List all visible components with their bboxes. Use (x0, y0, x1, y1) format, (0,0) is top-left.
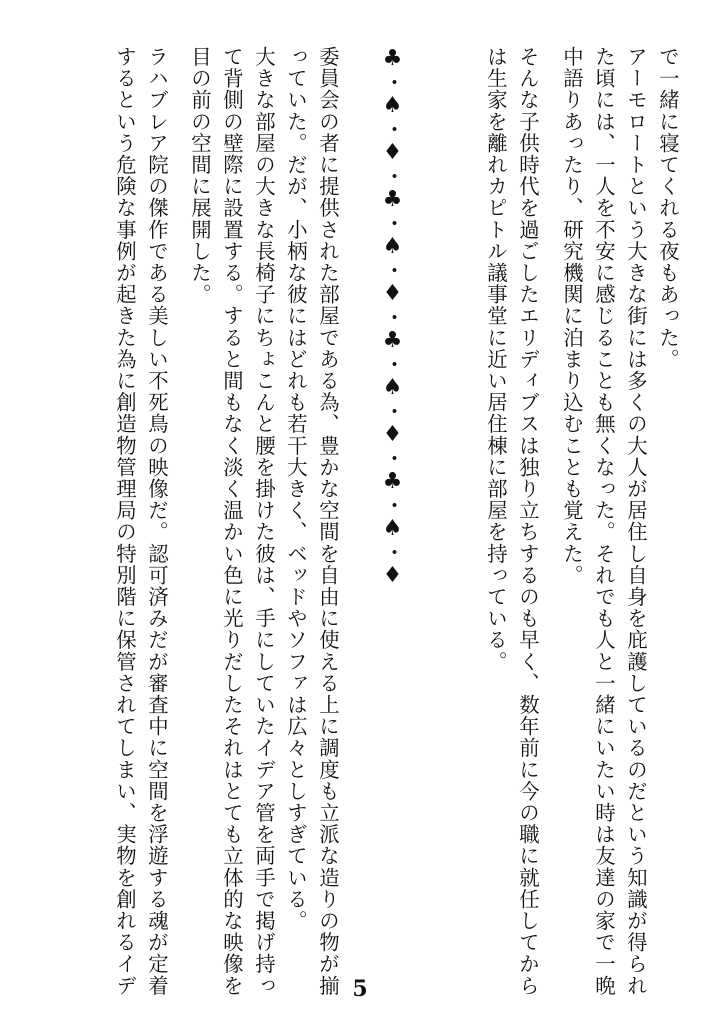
section-break-ornament: ♣・♠・♦・♣・♠・♦・♣・♠・♦・♣・♠・♦ (380, 46, 405, 588)
text-column-3: た頃には、一人を不安に感じることも無くなった。それでも人と一緒にいたい時は友達の家で一晩 (592, 46, 616, 997)
text-column-5: そんな子供時代を過ごしたエリディブスは独り立ちするのも早く、数年前に今の職に就任してから (516, 46, 540, 997)
text-column-6: は生家を離れカピトル議事堂に近い居住棟に部屋を持っている。 (484, 46, 508, 673)
text-column-9: 大きな部屋の大きな長椅子にちょこんと腰を掛けた彼は、手にしていたイデア管を両手で掲げ持っ (252, 46, 276, 997)
page-number: 5 (352, 976, 368, 1002)
text-column-13: するという危険な事例が起きた為に創造物管理局の特別階に保管されてしまい、実物を創れるイデ (113, 46, 137, 997)
text-column-7: 委員会の者に提供された部屋である為、豊かな空間を自由に使える上に調度も立派な造りの物が揃 (316, 46, 340, 997)
text-column-4: 中語りあったり、研究機関に泊まり込むことも覚えた。 (560, 46, 584, 586)
text-column-2: アーモロートという大きな街には多くの大人が居住し自身を庇護しているのだという知識が得られ (624, 46, 648, 997)
text-column-12: ラハブレア院の傑作である美しい不死鳥の映像だ。認可済みだが審査中に空間を浮遊する魂が定着 (145, 46, 169, 997)
text-column-11: 目の前の空間に展開した。 (188, 46, 212, 306)
text-column-1: で一緒に寝てくれる夜もあった。 (656, 46, 680, 370)
text-column-10: て背側の壁際に設置する。すると間もなく淡く温かい色に光りだしたそれはとても立体的な映像を (220, 46, 244, 997)
text-column-8: っていた。だが、小柄な彼にはどれも若干大きく、ベッドやソファは広々としすぎている。 (284, 46, 308, 932)
